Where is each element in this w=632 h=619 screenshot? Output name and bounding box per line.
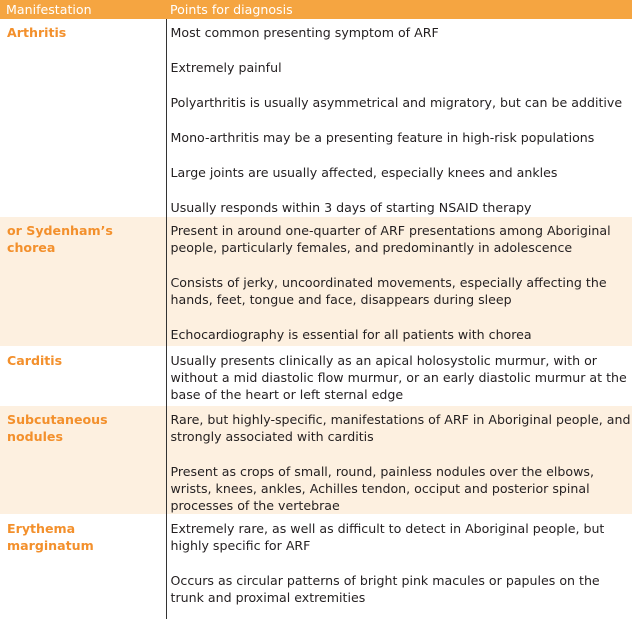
table-row: [0, 19, 632, 217]
point: Most common presenting symptom of ARF: [171, 24, 632, 41]
header-manifestation: Manifestation: [0, 0, 166, 19]
point: Occurs as circular patterns of bright pink macules or papules on the trunk and proximal extremities: [171, 572, 632, 606]
point: Extremely painful: [171, 59, 632, 76]
table-row: [0, 347, 632, 406]
point: Echocardiography is essential for all patients with chorea: [171, 326, 632, 343]
table-row: [0, 217, 632, 347]
header-points: Points for diagnosis: [166, 0, 632, 19]
point: Usually presents clinically as an apical holosystolic murmur, with or without a mid diastolic flow murmur, or an early diastolic murmur at the base of the heart or left sternal edge: [171, 352, 632, 403]
manifestation-arthritis: Arthritis: [0, 19, 166, 217]
point: Usually responds within 3 days of starting NSAID therapy: [171, 199, 632, 216]
table-header: [0, 0, 632, 19]
table-row: [0, 406, 632, 515]
point: Polyarthritis is usually asymmetrical and migratory, but can be additive: [171, 94, 632, 111]
points-arthritis: [166, 19, 632, 217]
point: Mono-arthritis may be a presenting feature in high-risk populations: [171, 129, 632, 146]
points-chorea: [166, 217, 632, 347]
manifestation-erythema: Erythema marginatum: [0, 515, 166, 619]
point: Extremely rare, as well as difficult to detect in Aboriginal people, but highly specific for ARF: [171, 520, 632, 554]
point: Present in around one-quarter of ARF presentations among Aboriginal people, particularly females, and predominantly in adolescence: [171, 222, 632, 256]
points-erythema: [166, 515, 632, 619]
point: Consists of jerky, uncoordinated movements, especially affecting the hands, feet, tongue and face, disappears during sleep: [171, 274, 632, 308]
points-nodules: [166, 406, 632, 515]
manifestation-carditis: Carditis: [0, 347, 166, 406]
point: Large joints are usually affected, especially knees and ankles: [171, 164, 632, 181]
table-row: [0, 515, 632, 619]
point: Present as crops of small, round, painless nodules over the elbows, wrists, knees, ankles, Achilles tendon, occiput and posterior spinal processes of the vertebrae: [171, 463, 632, 514]
manifestation-nodules: Subcutaneous nodules: [0, 406, 166, 515]
point: Rare, but highly-specific, manifestations of ARF in Aboriginal people, and strongly associated with carditis: [171, 411, 632, 445]
points-carditis: [166, 347, 632, 406]
manifestation-chorea: or Sydenham’s chorea: [0, 217, 166, 347]
